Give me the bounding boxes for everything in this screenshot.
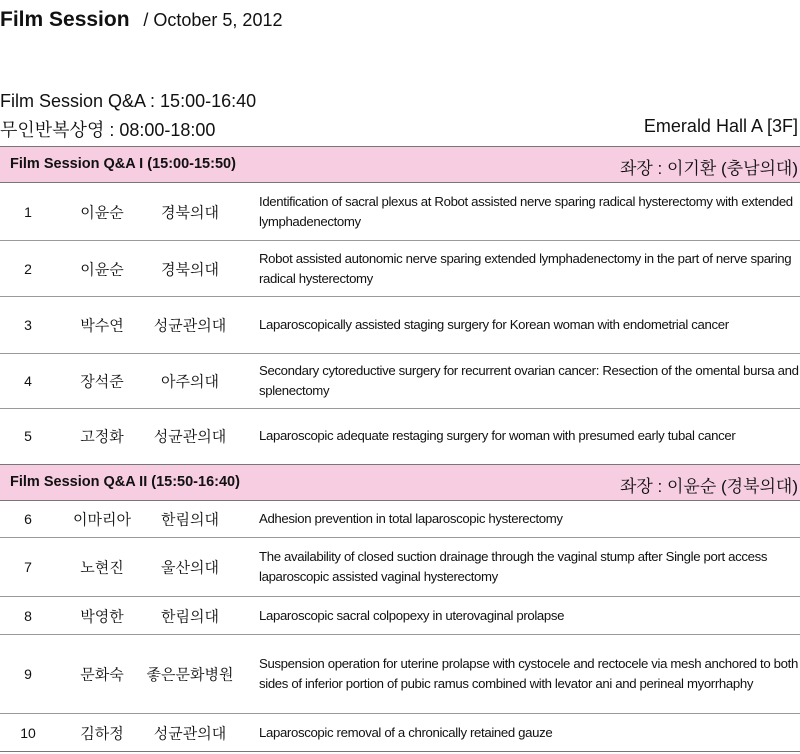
presenter-institution: 울산의대 (161, 559, 219, 577)
row-number: 8 (24, 607, 32, 624)
presentation-title: Identification of sacral plexus at Robot assisted nerve sparing radical hysterectomy with extended lymphadenectomy (259, 193, 793, 229)
presenter-institution: 성균관의대 (153, 317, 227, 335)
presenter-name: 박수연 (80, 317, 124, 335)
presentation-title: Laparoscopic sacral colpopexy in uterovaginal prolapse (259, 607, 565, 623)
page-title: Film Session (0, 8, 130, 31)
presenter-institution: 경북의대 (161, 261, 219, 278)
presenter-institution: 성균관의대 (153, 725, 227, 742)
venue: Emerald Hall A [3F] (643, 116, 798, 136)
table-row (0, 714, 800, 751)
section-header (0, 147, 800, 182)
row-number: 3 (24, 317, 32, 333)
presentation-title: The availability of closed suction drainage through the vaginal stump after Single port access laparoscopic assisted vaginal hysterectomy (259, 549, 768, 584)
presenter-name: 박영한 (80, 608, 124, 625)
section-chair: 좌장 : 이기환 (충남의대) (619, 159, 798, 178)
presenter-institution: 경북의대 (161, 204, 219, 221)
presentation-title: Laparoscopic adequate restaging surgery for woman with presumed early tubal cancer (259, 428, 736, 443)
page-header (0, 8, 282, 32)
presentation-title: Adhesion prevention in total laparoscopic hysterectomy (259, 511, 563, 526)
presenter-name: 문화숙 (80, 666, 124, 684)
presentation-title: Laparoscopic removal of a chronically retained gauze (259, 724, 553, 740)
section-header (0, 465, 800, 500)
table-row (0, 241, 800, 296)
row-number: 4 (24, 373, 32, 389)
table-row (0, 597, 800, 634)
loop-screening-time: 무인반복상영 : 08:00-18:00 (0, 120, 216, 140)
presenter-name: 김하정 (80, 725, 124, 742)
presenter-name: 장석준 (80, 373, 124, 391)
presenter-name: 이윤순 (80, 261, 124, 278)
session-date: / October 5, 2012 (143, 10, 283, 30)
row-number: 2 (24, 260, 32, 277)
presenter-name: 노현진 (80, 559, 124, 577)
table-row (0, 538, 800, 596)
presenter-institution: 좋은문화병원 (146, 666, 234, 684)
row-number: 10 (20, 724, 36, 741)
table-row (0, 297, 800, 353)
row-number: 6 (24, 511, 32, 527)
presentation-title: Secondary cytoreductive surgery for recurrent ovarian cancer: Resection of the omental bursa and splenectomy (259, 363, 799, 398)
presenter-institution: 한림의대 (161, 608, 219, 625)
presenter-name: 고정화 (80, 428, 124, 446)
table-row (0, 409, 800, 463)
row-number: 1 (24, 203, 32, 220)
row-number: 5 (24, 428, 32, 444)
section-title: Film Session Q&A II (15:50-16:40) (10, 474, 240, 490)
qa-time: Film Session Q&A : 15:00-16:40 (0, 91, 257, 111)
row-number: 7 (24, 559, 32, 575)
table-row (0, 354, 800, 408)
presenter-institution: 한림의대 (161, 511, 219, 529)
presenter-institution: 아주의대 (161, 373, 219, 391)
table-bottom-border (0, 751, 800, 752)
table-row (0, 635, 800, 713)
presenter-name: 이윤순 (80, 204, 124, 221)
section-title: Film Session Q&A I (15:00-15:50) (10, 156, 236, 172)
presentation-title: Suspension operation for uterine prolapse with cystocele and rectocele via mesh anchored to both sides of inferior portion of pubic ramus combined with levator ani and perineal myorrhaphy (259, 656, 798, 691)
presenter-institution: 성균관의대 (153, 428, 227, 446)
presenter-name: 이마리아 (73, 511, 131, 529)
presentation-title: Laparoscopically assisted staging surgery for Korean woman with endometrial cancer (259, 317, 729, 332)
table-row (0, 501, 800, 537)
row-number: 9 (24, 666, 32, 682)
presentation-title: Robot assisted autonomic nerve sparing extended lymphadenectomy in the part of nerve sparing radical hysterectomy (259, 250, 792, 286)
section-chair: 좌장 : 이윤순 (경북의대) (619, 477, 798, 496)
table-row (0, 183, 800, 240)
